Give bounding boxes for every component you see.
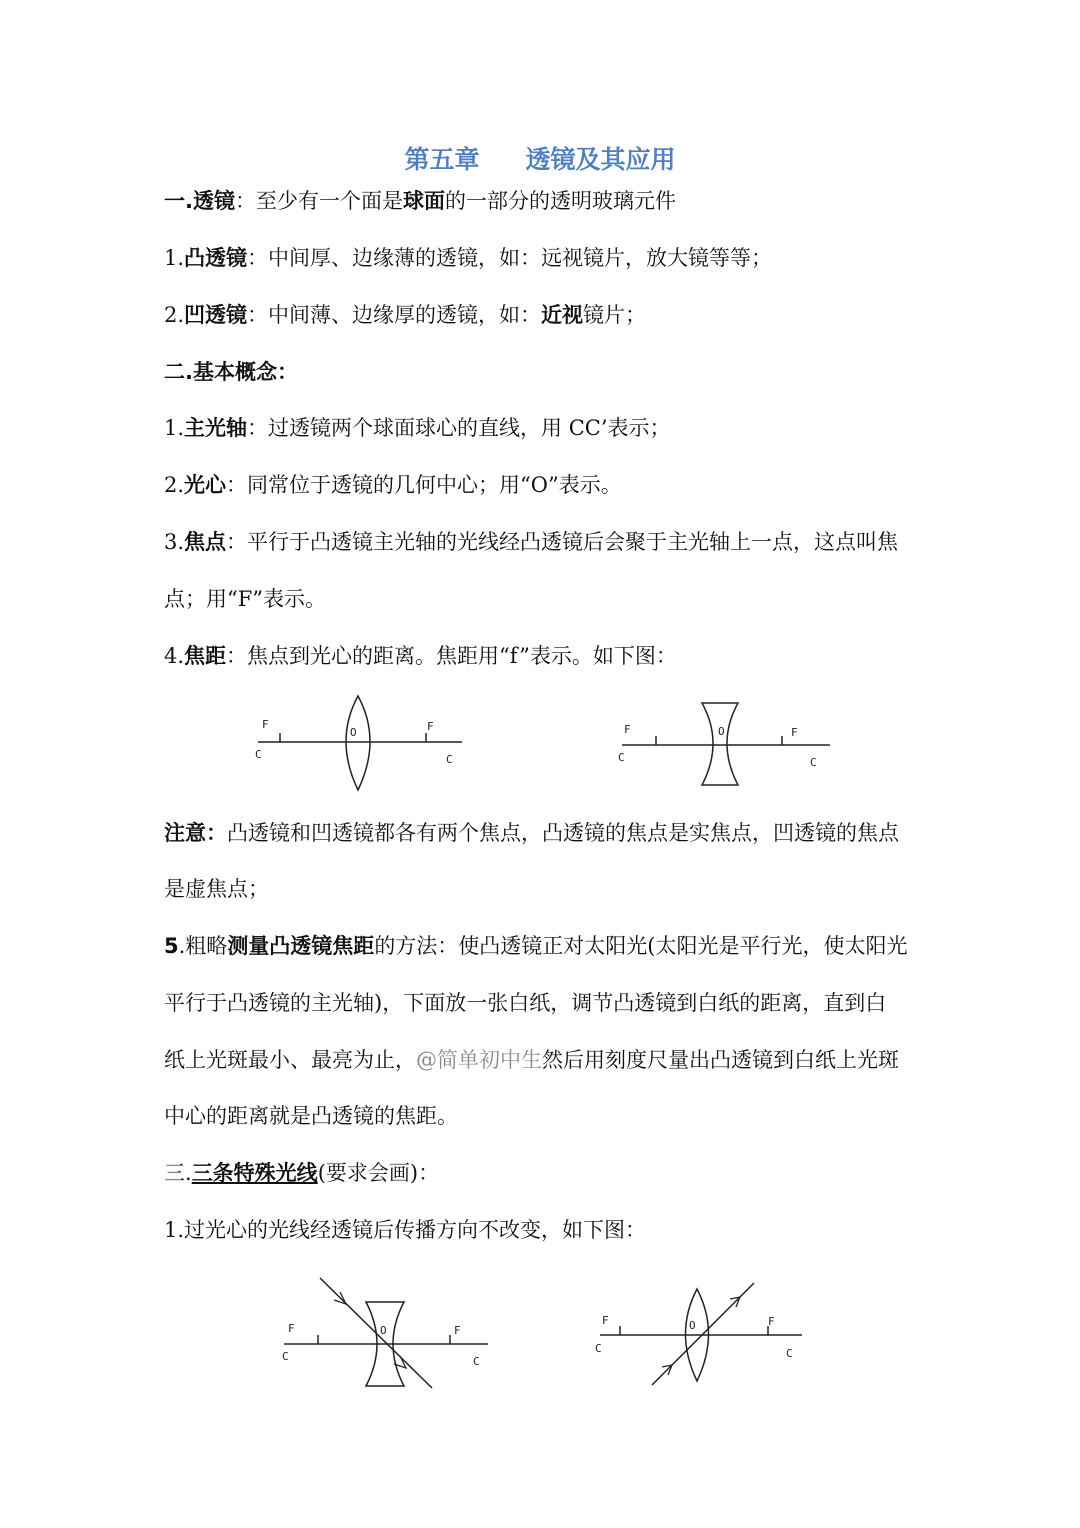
section-1-definition: 一.透镜：至少有一个面是球面的一部分的透明玻璃元件 xyxy=(164,189,676,213)
light-ray xyxy=(320,1278,432,1388)
focal-point-line-cont: 点；用“F”表示。 xyxy=(164,587,327,611)
focal-length-line: 4.焦距：焦点到光心的距离。焦距用“f”表示。如下图： xyxy=(164,644,677,668)
focus-label-right: F xyxy=(427,720,434,733)
concave-lens-diagram xyxy=(610,695,840,795)
concave-lens-line: 2.凹透镜：中间薄、边缘厚的透镜，如：近视镜片； xyxy=(164,303,647,327)
convex-ray-diagram xyxy=(590,1275,820,1400)
note-line-cont: 是虚焦点； xyxy=(164,877,269,901)
center-label-right: C xyxy=(473,1355,480,1368)
watermark: @简单初中生 xyxy=(416,1048,542,1072)
center-label-left: C xyxy=(255,748,262,761)
concave-lens-shape xyxy=(702,703,738,785)
optical-center-label: O xyxy=(350,726,357,739)
center-label-right: C xyxy=(786,1347,793,1360)
light-ray xyxy=(652,1283,754,1385)
focal-point-line: 3.焦点：平行于凸透镜主光轴的光线经凸透镜后会聚于主光轴上一点，这点叫焦 xyxy=(164,530,899,554)
center-label-right: C xyxy=(810,756,817,769)
section-3-heading: 三.三条特殊光线(要求会画)： xyxy=(164,1161,440,1185)
center-label-left: C xyxy=(282,1350,289,1363)
focus-label-right: F xyxy=(791,726,798,739)
section-2-heading: 二.基本概念： xyxy=(164,360,298,384)
convex-lens-shape xyxy=(346,696,370,790)
convex-lens-line: 1.凸透镜：中间厚、边缘薄的透镜，如：远视镜片，放大镜等等； xyxy=(164,246,773,270)
page-title xyxy=(0,140,1080,176)
optical-center-label: O xyxy=(380,1324,387,1337)
focus-label-left: F xyxy=(262,718,269,731)
note-line: 注意：凸透镜和凹透镜都各有两个焦点，凸透镜的焦点是实焦点，凹透镜的焦点 xyxy=(164,821,899,845)
focus-label-left: F xyxy=(624,723,631,736)
ray-through-center-line: 1.过光心的光线经透镜后传播方向不改变，如下图： xyxy=(164,1218,647,1242)
center-label-right: C xyxy=(446,753,453,766)
focus-label-right: F xyxy=(454,1324,461,1337)
measure-focal-length-line: 5.粗略测量凸透镜焦距的方法：使凸透镜正对太阳光(太阳光是平行光，使太阳光 xyxy=(164,934,908,958)
center-label-left: C xyxy=(618,751,625,764)
focus-label-left: F xyxy=(288,1322,295,1335)
optical-center-label: O xyxy=(718,725,725,738)
measure-focal-length-line-3: 纸上光斑最小、最亮为止，@简单初中生然后用刻度尺量出凸透镜到白纸上光斑 xyxy=(164,1048,899,1072)
principal-axis-line: 1.主光轴：过透镜两个球面球心的直线，用 CC’表示； xyxy=(164,416,671,440)
optical-center-label: O xyxy=(689,1319,696,1332)
focus-label-right: F xyxy=(768,1315,775,1328)
concave-ray-diagram xyxy=(270,1270,500,1400)
measure-focal-length-line-2: 平行于凸透镜的主光轴)，下面放一张白纸，调节凸透镜到白纸的距离，直到白 xyxy=(164,991,887,1015)
optical-center-line: 2.光心：同常位于透镜的几何中心；用“O”表示。 xyxy=(164,473,622,497)
focus-label-left: F xyxy=(602,1314,609,1327)
chapter-topic: 透镜及其应用 xyxy=(525,145,676,174)
center-label-left: C xyxy=(595,1342,602,1355)
convex-lens-diagram xyxy=(240,690,480,800)
chapter-number: 第五章 xyxy=(404,145,480,174)
measure-focal-length-line-4: 中心的距离就是凸透镜的焦距。 xyxy=(164,1104,458,1128)
